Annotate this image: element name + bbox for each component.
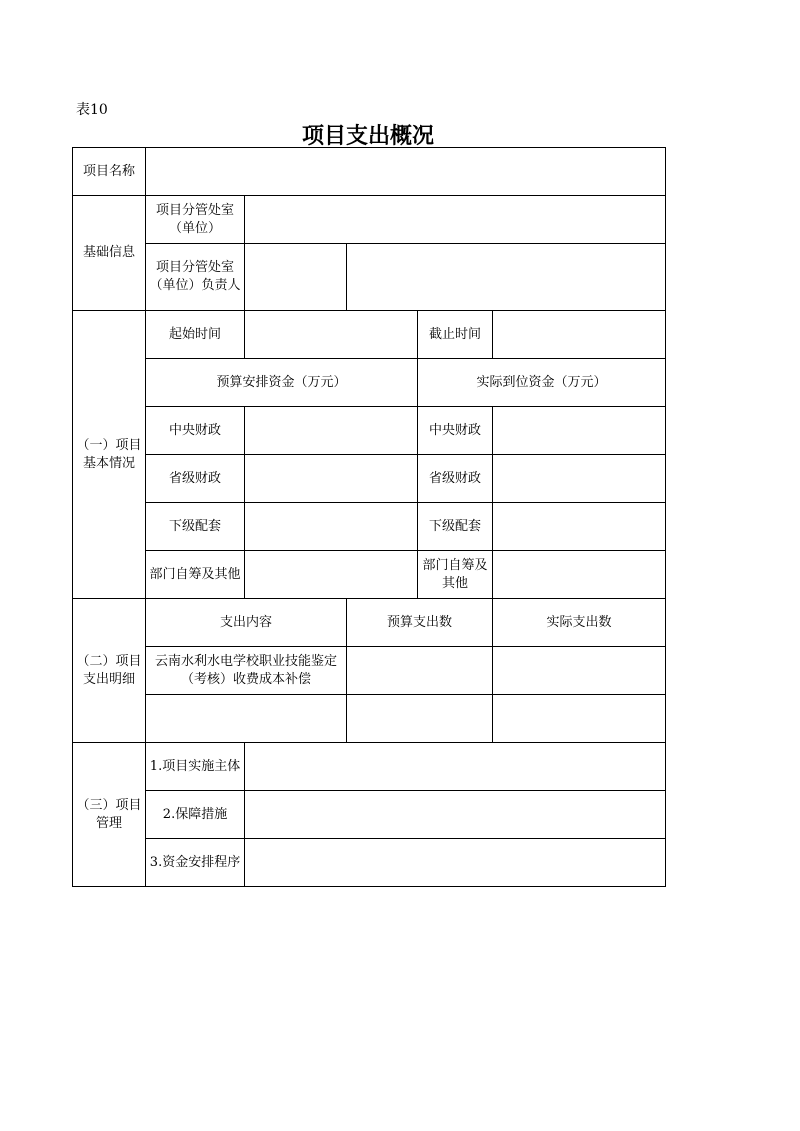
detail-actual-header: 实际支出数 <box>493 599 666 647</box>
budget-source-value <box>245 455 418 503</box>
actual-source-value <box>493 407 666 455</box>
budget-source-label: 中央财政 <box>146 407 245 455</box>
page-title: 项目支出概况 <box>301 124 434 149</box>
detail-content <box>146 695 347 743</box>
budget-fund-header: 预算安排资金（万元） <box>146 359 418 407</box>
management-label: 2.保障措施 <box>146 791 245 839</box>
budget-source-value <box>245 551 418 599</box>
actual-source-value <box>493 503 666 551</box>
row-fund-headers <box>73 359 666 407</box>
project-name-label: 项目名称 <box>73 148 146 196</box>
detail-budget-header: 预算支出数 <box>347 599 493 647</box>
section3-label: （三）项目管理 <box>73 743 146 887</box>
management-label: 3.资金安排程序 <box>146 839 245 887</box>
actual-fund-header: 实际到位资金（万元） <box>418 359 666 407</box>
project-name-value <box>146 148 666 196</box>
row-project-name <box>73 148 666 196</box>
management-row <box>73 791 666 839</box>
table-number: 表10 <box>76 102 108 118</box>
owner-label: 项目分管处室（单位）负责人 <box>146 244 245 311</box>
budget-source-value <box>245 407 418 455</box>
detail-budget <box>347 647 493 695</box>
dept-value <box>245 196 666 244</box>
owner-value-1 <box>245 244 347 311</box>
start-time-label: 起始时间 <box>146 311 245 359</box>
end-time-value <box>493 311 666 359</box>
detail-actual <box>493 647 666 695</box>
dept-label: 项目分管处室（单位） <box>146 196 245 244</box>
actual-source-label: 省级财政 <box>418 455 493 503</box>
row-dates <box>73 311 666 359</box>
actual-source-label: 部门自筹及其他 <box>418 551 493 599</box>
budget-source-value <box>245 503 418 551</box>
management-row <box>73 743 666 791</box>
management-value <box>245 839 666 887</box>
detail-row <box>73 695 666 743</box>
section1-label: （一）项目基本情况 <box>73 311 146 599</box>
management-value <box>245 791 666 839</box>
detail-budget <box>347 695 493 743</box>
start-time-value <box>245 311 418 359</box>
owner-value-2 <box>347 244 666 311</box>
detail-content-header: 支出内容 <box>146 599 347 647</box>
budget-source-label: 部门自筹及其他 <box>146 551 245 599</box>
expenditure-overview-table <box>72 147 666 887</box>
fund-row <box>73 503 666 551</box>
actual-source-value <box>493 455 666 503</box>
actual-source-label: 中央财政 <box>418 407 493 455</box>
fund-row <box>73 455 666 503</box>
management-row <box>73 839 666 887</box>
end-time-label: 截止时间 <box>418 311 493 359</box>
management-value <box>245 743 666 791</box>
fund-row <box>73 407 666 455</box>
basic-info-label: 基础信息 <box>73 196 146 311</box>
detail-content: 云南水利水电学校职业技能鉴定（考核）收费成本补偿 <box>146 647 347 695</box>
actual-source-label: 下级配套 <box>418 503 493 551</box>
row-dept <box>73 196 666 244</box>
detail-actual <box>493 695 666 743</box>
fund-row <box>73 551 666 599</box>
actual-source-value <box>493 551 666 599</box>
detail-row <box>73 647 666 695</box>
section2-label: （二）项目支出明细 <box>73 599 146 743</box>
row-detail-headers <box>73 599 666 647</box>
row-owner <box>73 244 666 311</box>
budget-source-label: 下级配套 <box>146 503 245 551</box>
management-label: 1.项目实施主体 <box>146 743 245 791</box>
budget-source-label: 省级财政 <box>146 455 245 503</box>
